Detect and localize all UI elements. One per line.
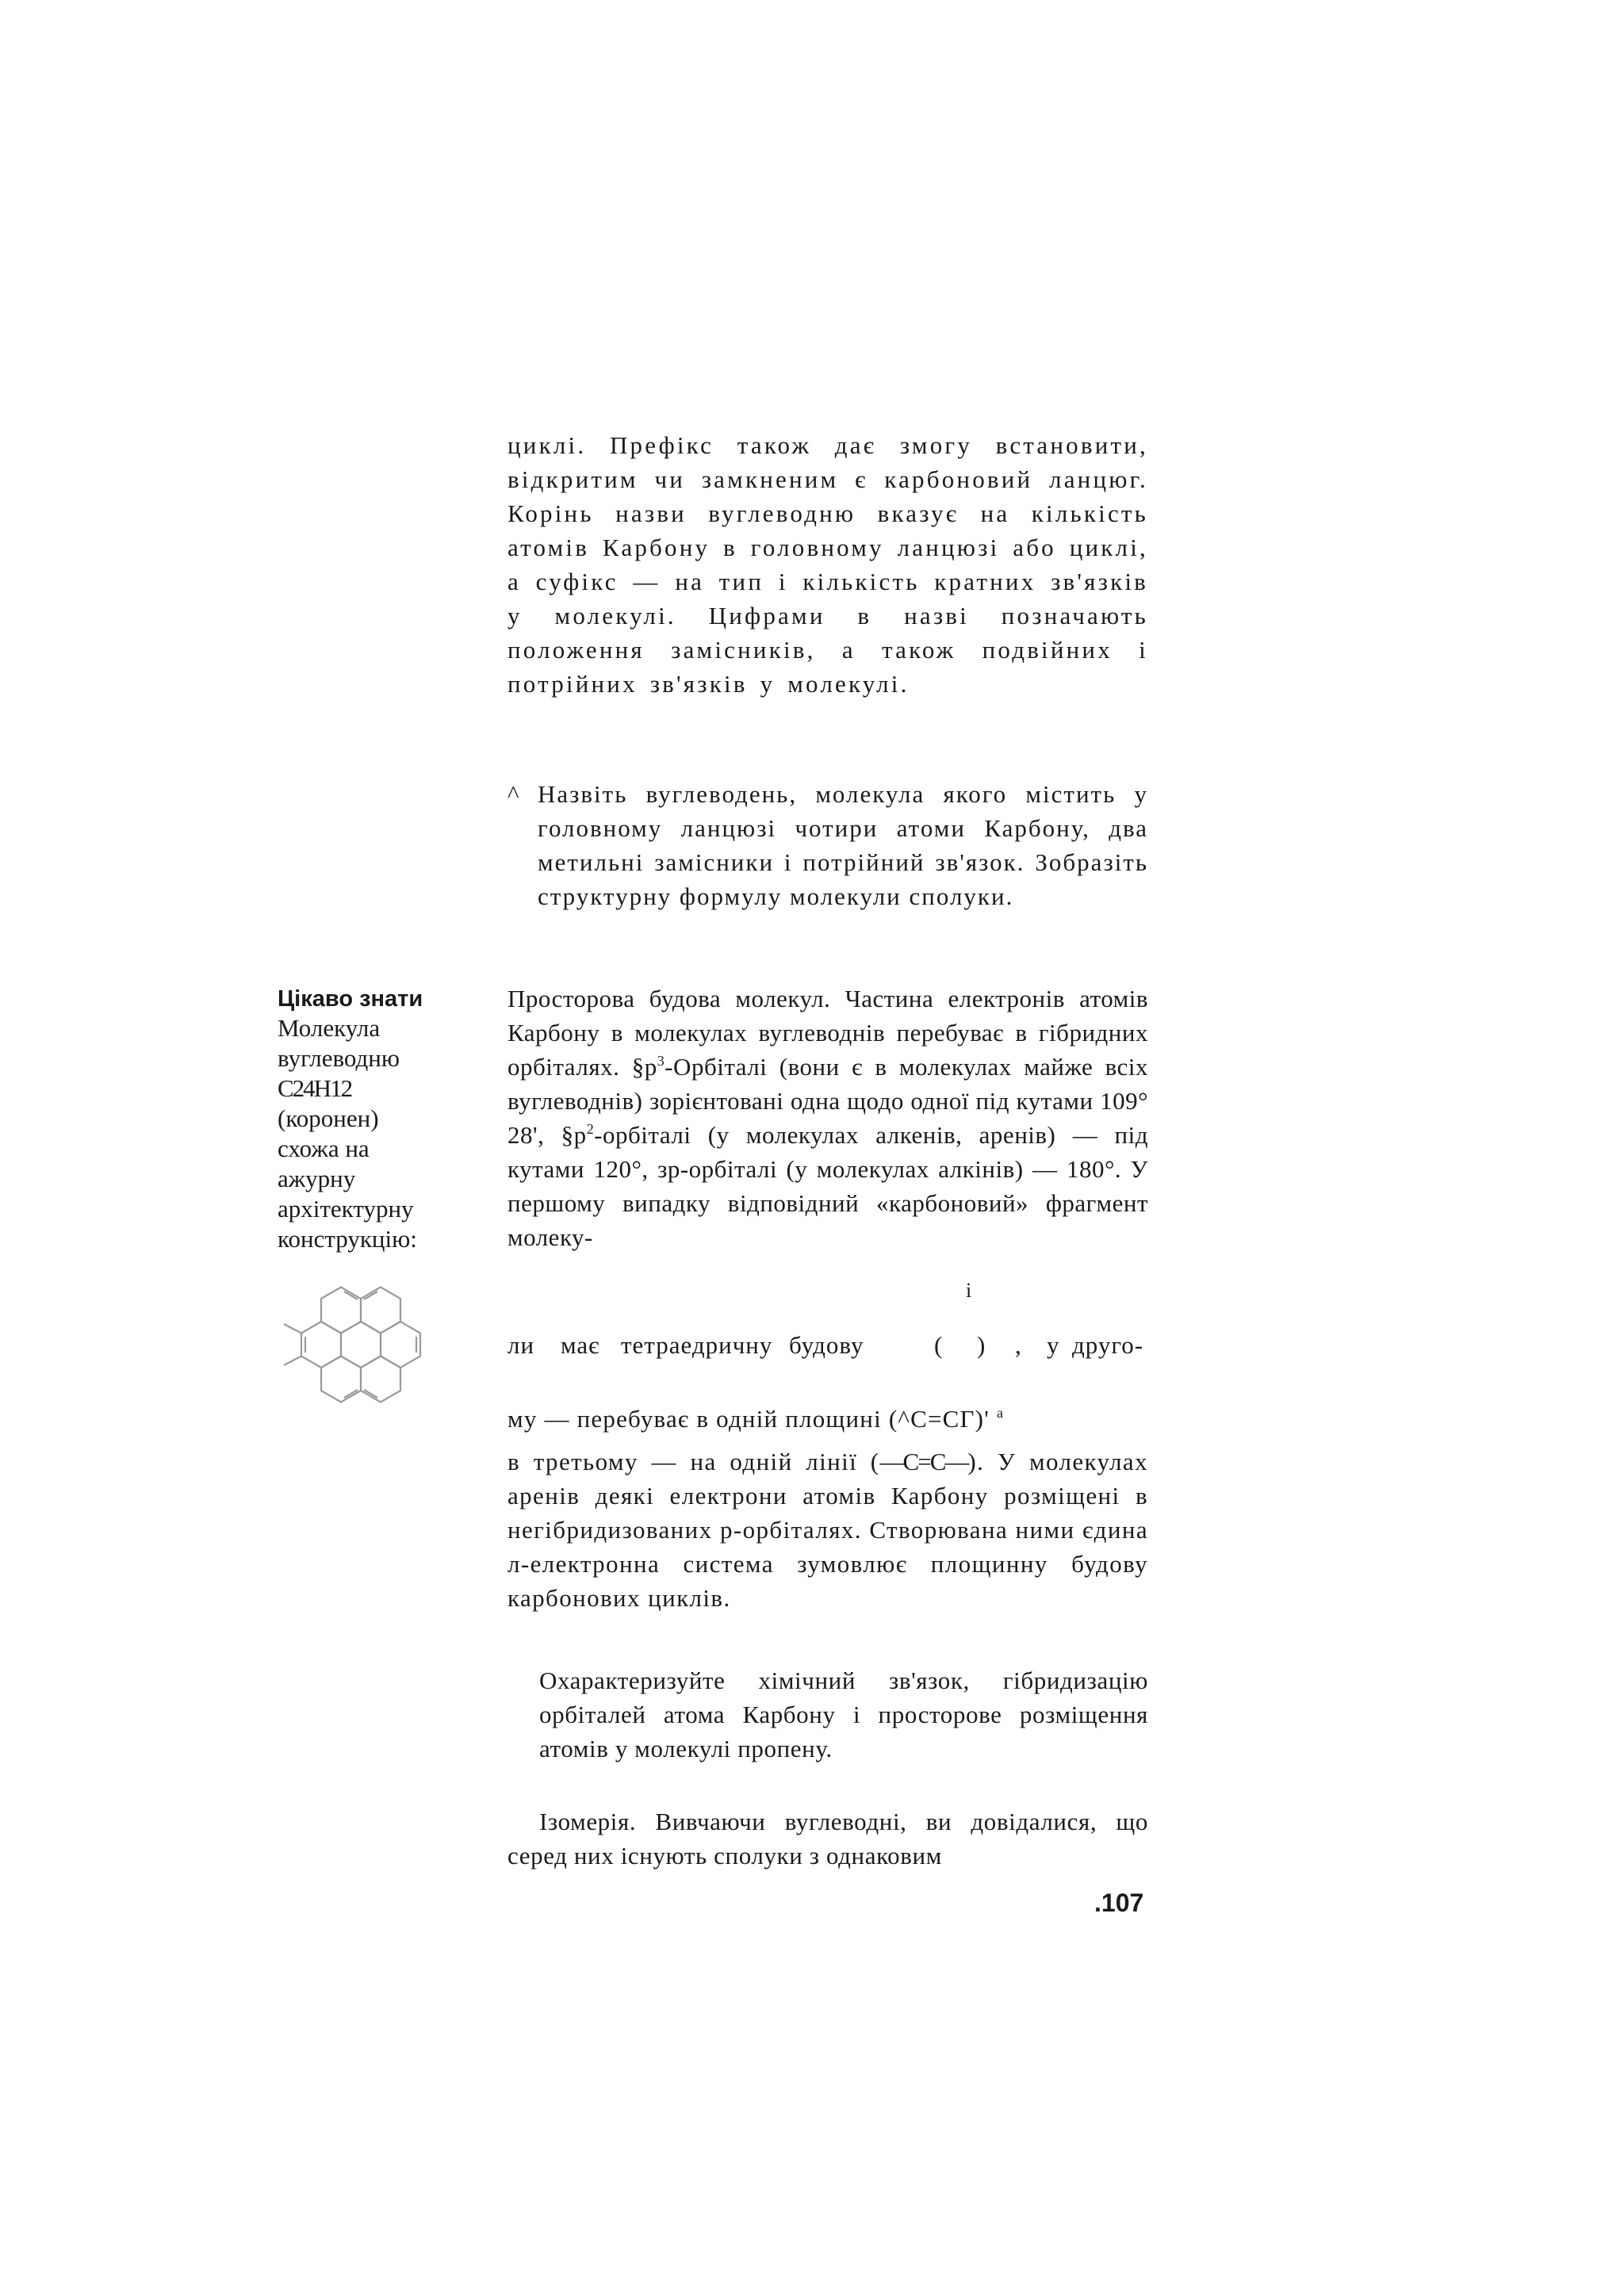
superscript: а	[996, 1405, 1005, 1421]
word: )	[977, 1331, 986, 1359]
superscript: 3	[657, 1053, 665, 1069]
paragraph-linear-arenes	[508, 1445, 1148, 1615]
word: має	[561, 1331, 600, 1359]
sidebar-line: конструкцію:	[278, 1225, 417, 1253]
word: (	[934, 1331, 944, 1359]
word: тетраедричну	[621, 1331, 773, 1359]
hexagon-ring	[361, 1288, 400, 1334]
question-marker: ^	[508, 780, 521, 808]
triple-bond-formula: —С=С—	[879, 1448, 968, 1475]
paragraph-naming-rules: циклі. Префікс також дає змогу встановити, відкритим чи замкненим є карбоновий ланцюг. Корінь назви вуглеводню вказує на кількість атомів Карбону в головному ланцюзі або циклі, а суфікс — на тип і кількість кратних зв'язків у молекулі. Цифрами в назві позначають положення замісників, а також подвійних і потрійних зв'язків у молекулі.	[508, 431, 1148, 698]
page-number: .107	[1094, 1888, 1144, 1917]
line-planar	[508, 1402, 1148, 1436]
planar-text: му — перебуває в одній площині (^С=СГ)'	[508, 1405, 990, 1433]
coronene-structure-diagram	[278, 1269, 444, 1435]
substituent-bond	[284, 1357, 301, 1366]
word: будову	[789, 1331, 864, 1359]
substituent-bond	[284, 1324, 301, 1334]
line-tetrahedral	[508, 1328, 1148, 1362]
sidebar-heading: Цікаво знати	[278, 986, 423, 1012]
sidebar-line: Молекула	[278, 1014, 381, 1042]
spatial-text-part: -Орбіталі (вони є в молекулах майже всіх вуглеводнів) зорієнтовані одна щодо одної під кутами 109° 28', §р	[508, 1053, 1148, 1149]
linear-text-part: в третьому — на одній лінії (	[508, 1448, 880, 1475]
sidebar-line: ажурну	[278, 1165, 356, 1192]
superscript: 2	[586, 1121, 595, 1137]
sidebar-line: (коронен)	[278, 1104, 379, 1132]
hexagon-ring	[361, 1357, 400, 1402]
sidebar-line: вуглеводню	[278, 1044, 400, 1072]
hexagon-ring	[301, 1322, 341, 1368]
sidebar-interesting-facts	[278, 985, 468, 1254]
paragraph-spatial-structure	[508, 982, 1148, 1254]
hexagon-ring	[381, 1322, 420, 1368]
spatial-text-part: -орбіталі (у молекулах алкенів, аренів) — під кутами 120°, зр-орбіталі (у молекулах алкінів) — 180°. У першому випадку відповідний «карбоновий» фрагмент молеку-	[508, 1121, 1149, 1251]
sidebar-line: схожа на	[278, 1135, 370, 1162]
word: ,	[1015, 1331, 1022, 1359]
sidebar-formula: C24H12	[278, 1074, 352, 1102]
paragraph-isomerism: Ізомерія. Вивчаючи вуглеводні, ви довідалися, що серед них існують сполуки з однаковим	[508, 1808, 1148, 1869]
word: ли	[508, 1331, 535, 1359]
question-name-hydrocarbon	[508, 777, 1148, 913]
word: у	[1047, 1331, 1060, 1359]
spatial-text-part: Просторова будова молекул. Частина електронів атомів Карбону в молекулах вуглеводнів перебуває в гібридних орбіталях. §р	[508, 985, 1148, 1081]
question-text: Назвіть вуглеводень, молекула якого містить у головному ланцюзі чотири атоми Карбону, два метильні замісники і потрійний зв'язок. Зобразіть структурну формулу молекули сполуки.	[538, 780, 1148, 910]
sidebar-line: архітектурну	[278, 1195, 414, 1223]
word: друго-	[1072, 1331, 1144, 1359]
fragment-letter: і	[966, 1279, 972, 1302]
linear-text-part: ). У молекулах аренів деякі електрони атомів Карбону розміщені в негібридизованих р-орбіталях. Створювана ними єдина л-електронна система зумовлює площинну будову карбонових циклів.	[508, 1448, 1148, 1612]
question-propene: Охарактеризуйте хімічний зв'язок, гібридизацію орбіталей атома Карбону і просторове розміщення атомів у молекулі пропену.	[539, 1667, 1148, 1762]
sidebar-body	[278, 1013, 468, 1254]
hexagon-ring	[321, 1288, 361, 1334]
hexagon-ring	[321, 1357, 361, 1402]
hexagon-ring	[341, 1322, 381, 1368]
